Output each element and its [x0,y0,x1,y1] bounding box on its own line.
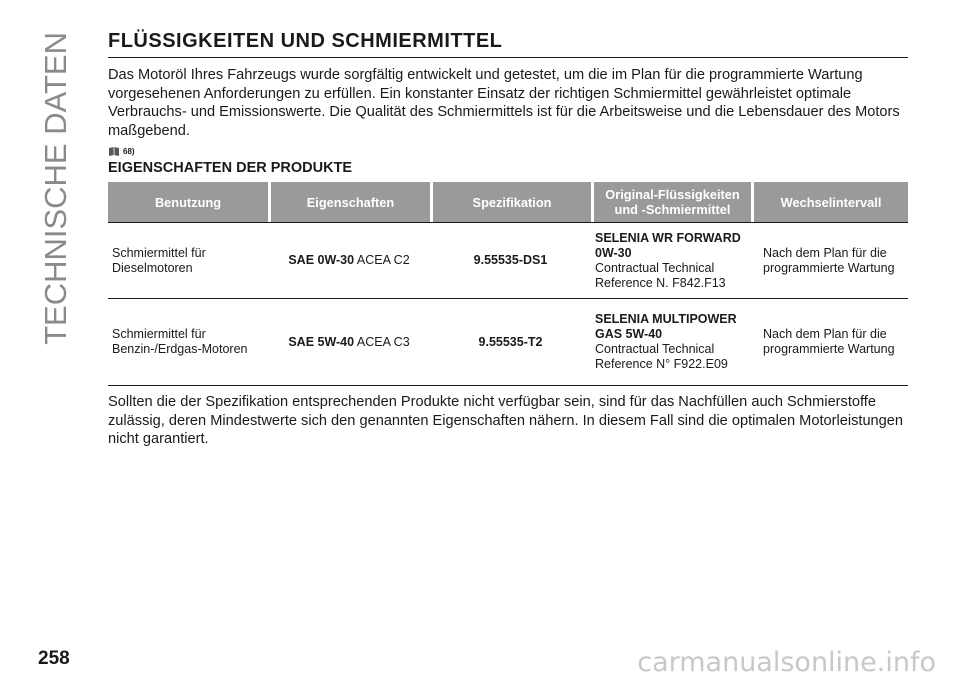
section-title: FLÜSSIGKEITEN UND SCHMIERMITTEL [108,30,908,58]
subsection-title: EIGENSCHAFTEN DER PRODUKTE [108,160,353,176]
manual-book-icon [108,146,120,157]
cell-product-reference: Contractual Technical Reference N. F842.F13 [595,260,726,290]
cell-properties-acea: ACEA C2 [354,253,410,267]
page-number: 258 [38,648,70,669]
cell-specification: 9.55535-DS1 [430,222,591,298]
note-reference[interactable] [108,144,908,158]
cell-properties-grade: SAE 5W-40 [288,334,355,349]
header-interval: Wechselintervall [751,182,908,222]
cell-usage: Schmiermittel für Dieselmotoren [108,222,268,298]
cell-product-name: SELENIA MULTIPOWER GAS 5W-40 [595,312,737,341]
cell-original-product [591,222,751,298]
cell-original-product [591,298,751,386]
watermark: carmanualsonline.info [637,647,936,678]
chapter-title: TECHNISCHE DATEN [38,32,73,345]
header-original-fluids-line1: Original-Flüssigkeiten [605,187,740,202]
table-row [108,222,908,298]
header-original-fluids-line2: und -Schmiermittel [614,202,731,217]
cell-interval: Nach dem Plan für die programmierte Wartung [751,298,908,386]
cell-properties-acea: ACEA C3 [354,334,410,349]
note-reference-number: 68) [123,146,135,156]
product-table [108,182,908,386]
table-row [108,298,908,386]
cell-properties [268,298,430,386]
header-specification: Spezifikation [430,182,591,222]
cell-usage: Schmiermittel für Benzin-/Erdgas-Motoren [108,298,268,386]
table-header-row [108,182,908,222]
cell-product-name: SELENIA WR FORWARD 0W-30 [595,230,741,260]
cell-properties [268,222,430,298]
outro-paragraph: Sollten die der Spezifikation entsprechenden Produkte nicht verfügbar sein, sind für das Nachfüllen auch Schmierstoffe zulässig, deren Mindestwerte sich den genannten Eigenschaften nähern. In diesem Fall sind die optimalen Motorleistungen nicht garantiert. [108,394,904,447]
cell-properties-grade: SAE 0W-30 [288,253,355,267]
cell-product-reference: Contractual Technical Reference N° F922.E09 [595,342,728,371]
page-content [108,30,908,449]
header-usage: Benutzung [108,182,268,222]
chapter-sidebar [38,32,78,345]
cell-specification: 9.55535-T2 [430,298,591,386]
header-properties: Eigenschaften [268,182,430,222]
header-original-fluids [591,182,751,222]
intro-paragraph: Das Motoröl Ihres Fahrzeugs wurde sorgfältig entwickelt und getestet, um die im Plan für die programmierte Wartung vorgesehenen Anforderungen zu erfüllen. Ein konstanter Einsatz der richtigen Schmiermittel gewährleistet optimale Verbrauchs- und Emissionswerte. Die Qualität des Schmiermittels ist für die Arbeitsweise und die Lebensdauer des Motors maßgebend. [108,67,900,139]
cell-interval: Nach dem Plan für die programmierte Wartung [751,222,908,298]
